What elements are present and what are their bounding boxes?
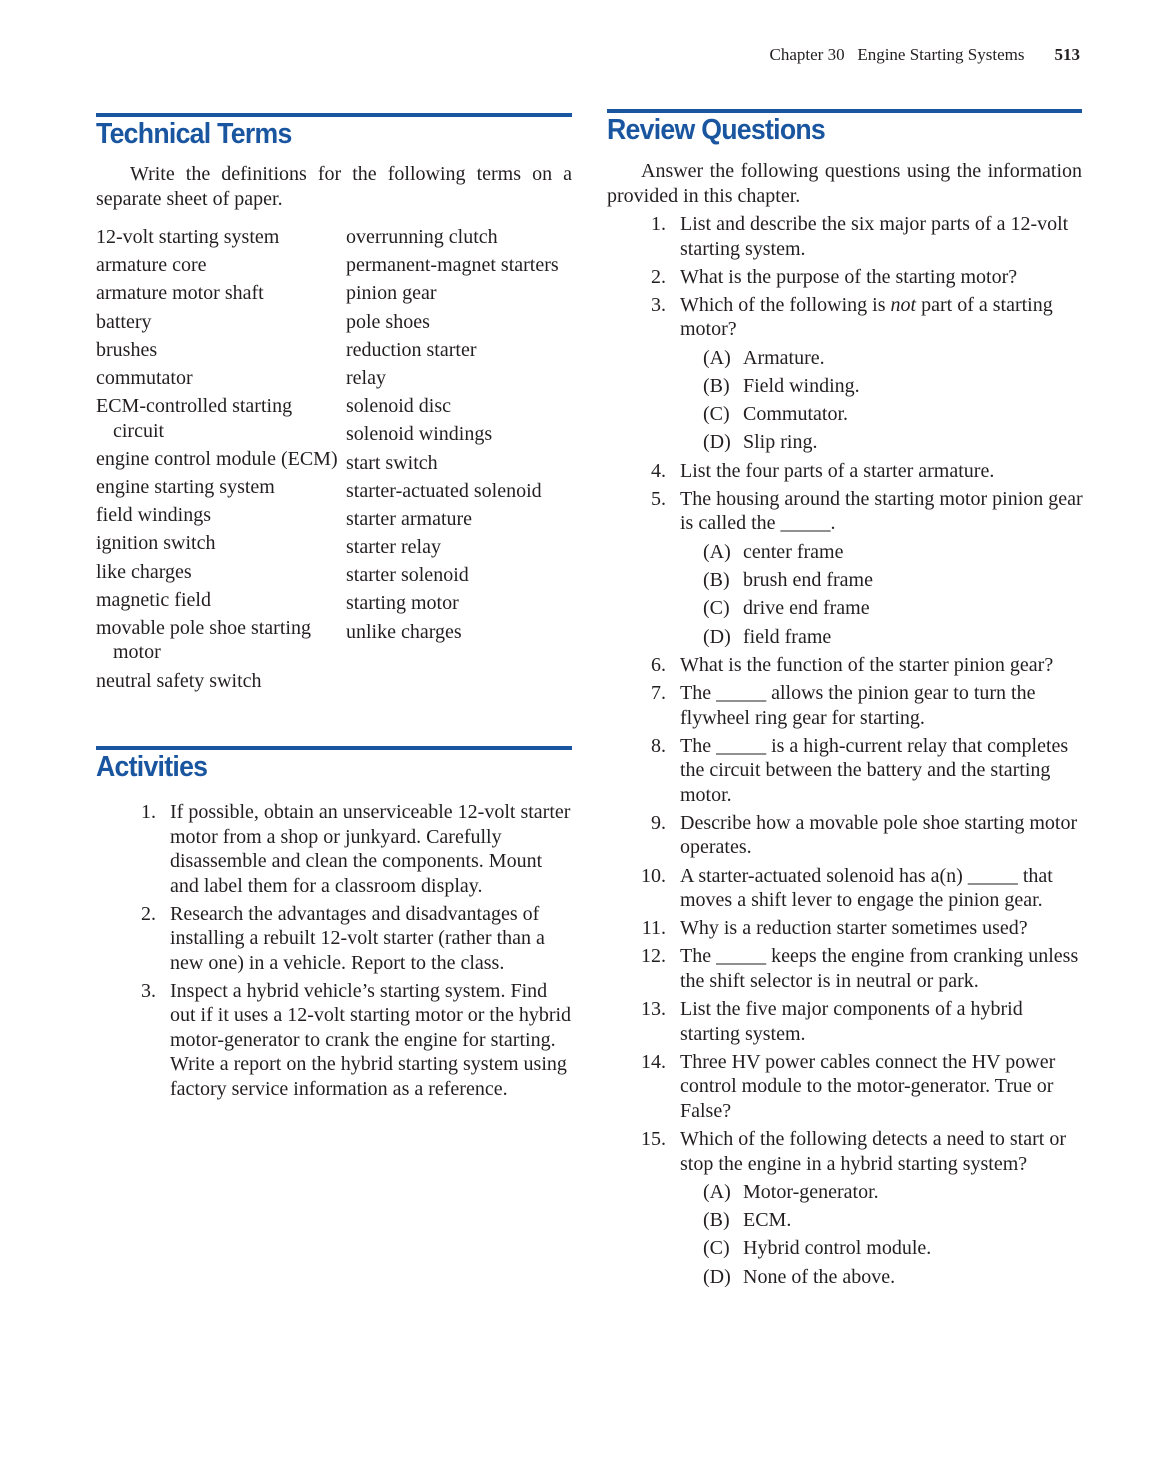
question-item — [630, 944, 1085, 993]
answer-option — [703, 346, 1085, 371]
question-item — [630, 1050, 1085, 1124]
option-text: center frame — [743, 540, 844, 563]
term-item: reduction starter — [346, 338, 477, 361]
option-text: Field winding. — [743, 374, 860, 397]
answer-option — [703, 1180, 1085, 1205]
term-item: armature core — [96, 254, 207, 277]
term-item: ECM-controlled starting circuit — [96, 395, 293, 442]
term-item: battery — [96, 310, 152, 333]
question-number: 11. — [641, 917, 666, 940]
question-item — [630, 212, 1085, 261]
section-rule — [96, 746, 572, 750]
term-item: movable pole shoe starting motor — [96, 616, 311, 664]
question-number: 4. — [651, 459, 666, 482]
question-text: Which of the following detects a need to start or stop the engine in a hybrid starting system? — [680, 1128, 1066, 1175]
term-item: solenoid windings — [346, 423, 493, 446]
option-letter: (B) — [703, 374, 730, 397]
question-number: 2. — [651, 265, 666, 288]
question-number: 6. — [651, 653, 666, 676]
term-item: pinion gear — [346, 282, 437, 305]
question-number: 10. — [641, 864, 666, 887]
question-item — [630, 681, 1085, 730]
section-rule — [607, 109, 1082, 113]
terms-list — [96, 225, 596, 697]
answer-option — [703, 374, 1085, 399]
question-number: 8. — [651, 734, 666, 757]
question-number: 14. — [641, 1050, 666, 1073]
question-text: Describe how a movable pole shoe starting motor operates. — [680, 811, 1078, 859]
term-item: overrunning clutch — [346, 226, 498, 248]
page-number: 513 — [1054, 45, 1080, 64]
question-item — [630, 811, 1085, 860]
term-item: brushes — [96, 338, 158, 361]
option-letter: (C) — [703, 597, 730, 620]
answer-option — [703, 568, 1085, 593]
question-text: What is the function of the starter pinion gear? — [680, 653, 1054, 676]
question-item — [630, 653, 1085, 678]
term-item: commutator — [96, 366, 193, 389]
running-head — [770, 45, 1081, 65]
item-text: Research the advantages and disadvantages of installing a rebuilt 12-volt starter (rather than a new one) in a vehicle. Report to the class. — [170, 902, 545, 974]
option-text: None of the above. — [743, 1265, 896, 1288]
question-text: What is the purpose of the starting motor? — [680, 265, 1018, 288]
term-item: neutral safety switch — [96, 669, 262, 692]
term-item: permanent-magnet starters — [346, 254, 559, 277]
chapter-title: Engine Starting Systems — [857, 45, 1025, 64]
terms-column-1 — [96, 225, 346, 697]
question-text: Three HV power cables connect the HV power control module to the motor-generator. True or False? — [680, 1050, 1056, 1122]
option-text: Hybrid control module. — [743, 1237, 932, 1260]
question-text: The _____ is a high-current relay that completes the circuit between the battery and the starting motor. — [680, 734, 1069, 806]
question-number: 13. — [641, 998, 666, 1021]
activities-heading: Activities — [96, 751, 208, 783]
item-number: 3. — [141, 979, 156, 1002]
question-item — [630, 864, 1085, 913]
question-number: 3. — [651, 293, 666, 316]
question-text: The housing around the starting motor pinion gear is called the _____. — [680, 487, 1083, 535]
review-questions-heading: Review Questions — [607, 114, 826, 146]
option-text: Motor-generator. — [743, 1180, 879, 1203]
item-number: 2. — [141, 902, 156, 925]
question-text: The _____ allows the pinion gear to turn the flywheel ring gear for starting. — [680, 682, 1036, 729]
activity-item — [130, 979, 575, 1102]
option-letter: (B) — [703, 568, 730, 591]
term-item: pole shoes — [346, 310, 430, 333]
term-item: starter solenoid — [346, 564, 469, 587]
question-number: 7. — [651, 682, 666, 704]
term-item: starter relay — [346, 536, 441, 559]
section-rule — [96, 113, 572, 117]
chapter-number: Chapter 30 — [769, 45, 845, 64]
term-item: starter-actuated solenoid — [346, 479, 542, 502]
question-number: 9. — [651, 811, 666, 834]
option-text: brush end frame — [743, 568, 873, 591]
term-item: engine starting system — [96, 476, 275, 498]
question-text: A starter-actuated solenoid has a(n) _____ that moves a shift lever to engage the pinion gear. — [680, 864, 1053, 912]
answer-option — [703, 540, 1085, 565]
answer-option — [703, 596, 1085, 621]
question-number: 5. — [651, 487, 666, 510]
answer-option — [703, 402, 1085, 427]
item-text: Inspect a hybrid vehicle’s starting system. Find out if it uses a 12-volt starting motor or the hybrid motor-generator to crank the engine for starting. Write a report on the hybrid starting system using factory service information as a reference. — [170, 979, 572, 1100]
activity-item — [130, 902, 575, 976]
term-item: unlike charges — [346, 620, 462, 643]
option-text: ECM. — [743, 1208, 792, 1231]
question-text: List and describe the six major parts of a 12-volt starting system. — [680, 213, 1069, 260]
term-item: ignition switch — [96, 532, 216, 555]
option-letter: (B) — [703, 1208, 730, 1231]
question-text: List the five major components of a hybrid starting system. — [680, 998, 1023, 1045]
question-item — [630, 293, 1085, 342]
option-text: field frame — [743, 625, 832, 648]
term-item: starting motor — [346, 592, 459, 615]
question-item — [630, 916, 1085, 941]
option-letter: (A) — [703, 346, 731, 369]
option-letter: (D) — [703, 431, 731, 454]
answer-option — [703, 1265, 1085, 1290]
option-text: Slip ring. — [743, 431, 818, 454]
review-questions-list — [630, 212, 1085, 1293]
term-item: solenoid disc — [346, 395, 451, 418]
term-item: 12-volt starting system — [96, 226, 280, 248]
answer-option — [703, 1208, 1085, 1233]
question-number: 1. — [651, 213, 666, 235]
option-letter: (A) — [703, 1180, 731, 1203]
item-number: 1. — [141, 801, 156, 823]
technical-terms-heading: Technical Terms — [96, 118, 292, 150]
question-item — [630, 265, 1085, 290]
emphasis: not — [890, 293, 917, 316]
question-text: List the four parts of a starter armature. — [680, 459, 995, 482]
option-letter: (D) — [703, 625, 731, 648]
question-text: Which of the following is not part of a starting motor? — [680, 293, 1053, 341]
question-number: 15. — [641, 1128, 666, 1150]
option-text: Commutator. — [743, 403, 848, 426]
term-item: engine control module (ECM) — [96, 447, 338, 470]
option-letter: (C) — [703, 403, 730, 426]
technical-terms-intro: Write the definitions for the following terms on a separate sheet of paper. — [96, 163, 572, 210]
terms-column-2 — [346, 225, 596, 697]
term-item: relay — [346, 366, 386, 389]
term-item: armature motor shaft — [96, 282, 264, 305]
question-item — [630, 1127, 1085, 1176]
question-text: Why is a reduction starter sometimes used? — [680, 917, 1028, 940]
item-text: If possible, obtain an unserviceable 12-volt starter motor from a shop or junkyard. Carefully disassemble and clean the components. Mount and label them for a classroom display. — [170, 801, 571, 897]
question-number: 12. — [641, 945, 666, 968]
answer-option — [703, 430, 1085, 455]
activities-list — [130, 800, 575, 1105]
question-text: The _____ keeps the engine from cranking unless the shift selector is in neutral or park. — [680, 945, 1079, 992]
option-letter: (D) — [703, 1265, 731, 1288]
option-text: drive end frame — [743, 597, 870, 620]
question-item — [630, 997, 1085, 1046]
option-text: Armature. — [743, 346, 825, 369]
review-questions-intro: Answer the following questions using the information provided in this chapter. — [607, 160, 1082, 207]
term-item: starter armature — [346, 507, 473, 530]
term-item: field windings — [96, 504, 211, 527]
question-item — [630, 734, 1085, 808]
term-item: like charges — [96, 560, 192, 583]
option-letter: (A) — [703, 540, 731, 563]
question-item — [630, 487, 1085, 536]
activity-item — [130, 800, 575, 898]
answer-option — [703, 1236, 1085, 1261]
term-item: magnetic field — [96, 588, 211, 611]
question-item — [630, 459, 1085, 484]
option-letter: (C) — [703, 1237, 730, 1260]
term-item: start switch — [346, 451, 438, 474]
answer-option — [703, 625, 1085, 650]
